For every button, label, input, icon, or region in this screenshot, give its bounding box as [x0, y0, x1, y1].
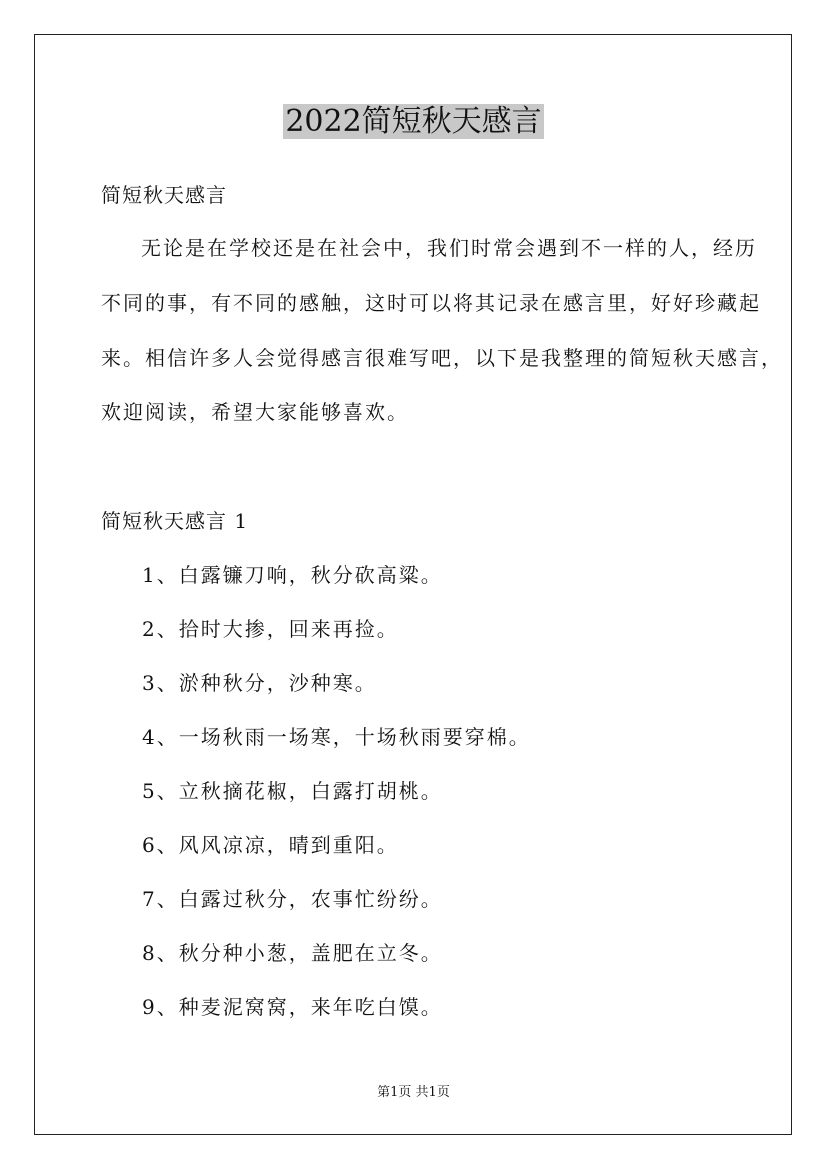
list-item-4: 4、一场秋雨一场寒，十场秋雨要穿棉。 — [142, 725, 531, 749]
list-item-9: 9、种麦泥窝窝，来年吃白馍。 — [142, 995, 443, 1019]
list-item-1: 1、白露镰刀响，秋分砍高粱。 — [142, 563, 443, 587]
intro-line-4: 欢迎阅读，希望大家能够喜欢。 — [101, 400, 409, 424]
list-item-7: 7、白露过秋分，农事忙纷纷。 — [142, 887, 443, 911]
document-title — [0, 101, 827, 143]
section-heading: 简短秋天感言 — [101, 183, 227, 207]
intro-line-2: 不同的事，有不同的感触，这时可以将其记录在感言里，好好珍藏起 — [101, 291, 761, 315]
document-title-text: 2022简短秋天感言 — [285, 104, 542, 139]
intro-line-1: 无论是在学校还是在社会中，我们时常会遇到不一样的人，经历 — [141, 236, 757, 260]
subheading: 简短秋天感言 1 — [101, 509, 249, 533]
page-footer: 第1页 共1页 — [377, 1085, 450, 1100]
list-item-5: 5、立秋摘花椒，白露打胡桃。 — [142, 779, 443, 803]
list-item-3: 3、淤种秋分，沙种寒。 — [142, 671, 377, 695]
list-item-6: 6、风风凉凉，晴到重阳。 — [142, 833, 399, 857]
list-item-8: 8、秋分种小葱，盖肥在立冬。 — [142, 941, 443, 965]
list-item-2: 2、拾时大掺，回来再捡。 — [142, 617, 399, 641]
intro-line-3: 来。相信许多人会觉得感言很难写吧，以下是我整理的简短秋天感言， — [101, 346, 783, 370]
